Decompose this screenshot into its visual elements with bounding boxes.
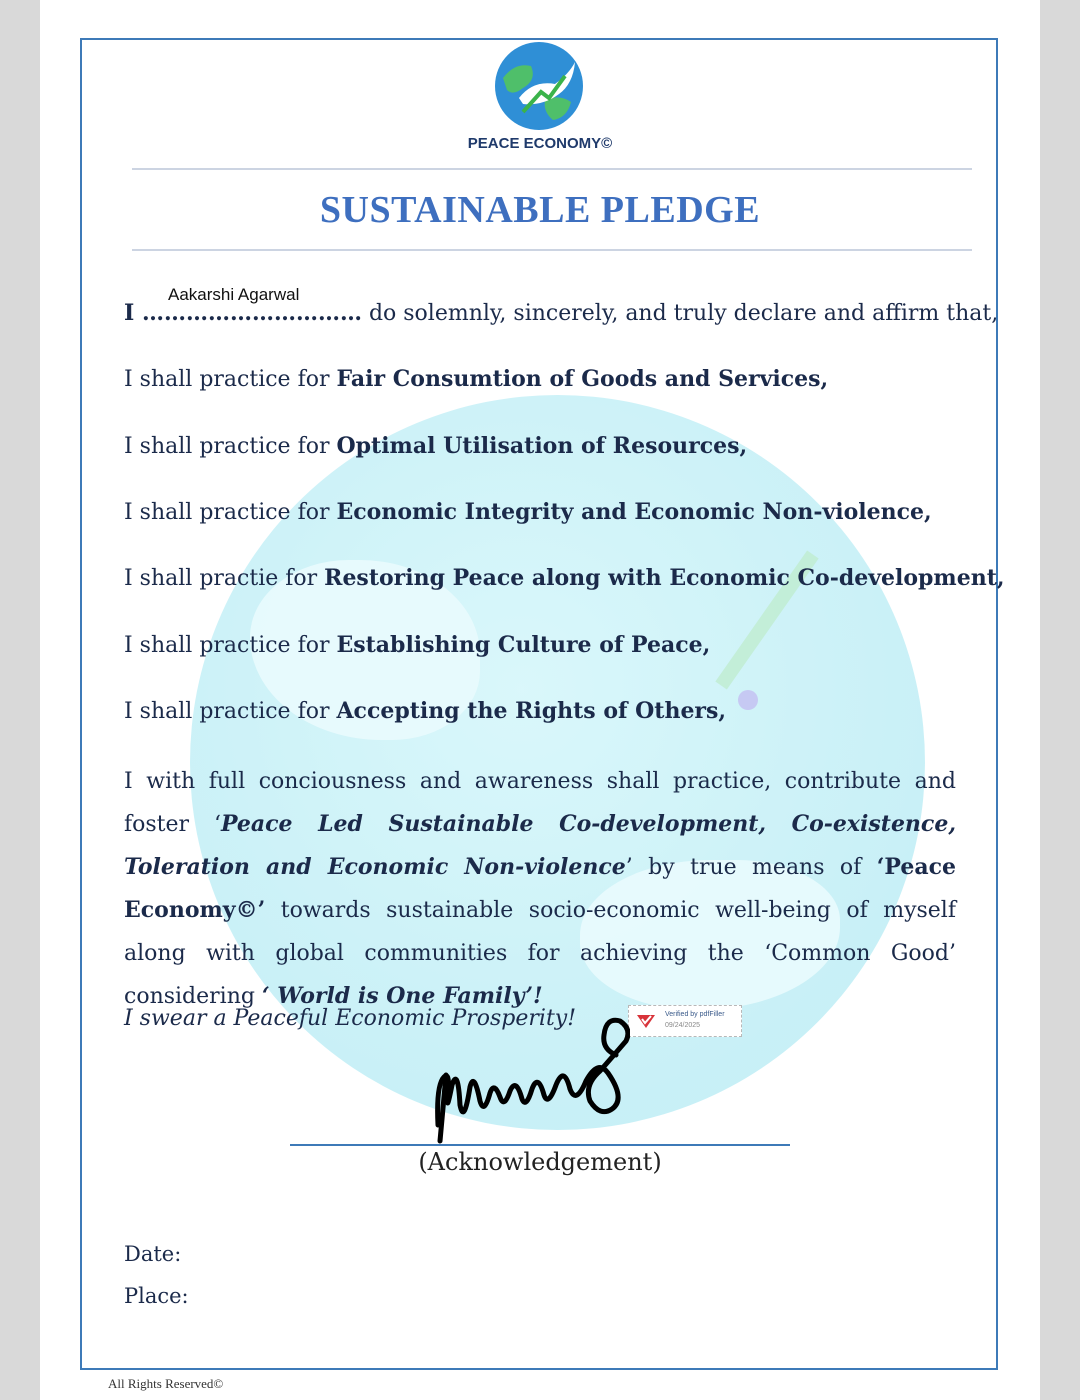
pdffiller-verified-badge (628, 1005, 742, 1037)
paragraph-emphasis: Peace Led Sustainable Co-development, Co-existence, Toleration and Economic Non-violence (124, 811, 956, 880)
page-title: SUSTAINABLE PLEDGE (319, 189, 761, 231)
badge-date: 09/24/2025 (665, 1022, 701, 1029)
acknowledgement-label: (Acknowledgement) (418, 1148, 662, 1176)
pledge-text: Fair Consumtion of Goods and Services, (336, 366, 829, 392)
declaration-dots: ………………………… (141, 300, 362, 326)
pledge-line (124, 499, 974, 525)
paragraph-emphasis: ‘ World is One Family’! (261, 983, 543, 1009)
badge-label: Verified by pdfFiller (665, 1011, 725, 1018)
declaration-line (124, 300, 999, 326)
paragraph-text: ’ by true means of (625, 855, 877, 880)
peace-globe-logo-icon (493, 40, 585, 132)
pledge-text: Optimal Utilisation of Resources, (336, 433, 748, 459)
place-label: Place: (124, 1284, 189, 1308)
pledge-lead: I shall practice for (124, 434, 337, 459)
pledge-line (124, 565, 1005, 591)
pledge-line (124, 366, 974, 392)
pledge-lead: I shall practice for (124, 633, 337, 658)
date-label: Date: (124, 1242, 182, 1266)
pledge-lead: I shall practice for (124, 699, 337, 724)
pledge-lead: I shall practie for (124, 566, 325, 591)
pledge-text: Economic Integrity and Economic Non-violence, (336, 499, 932, 525)
commitment-paragraph (124, 760, 956, 1018)
pledge-line (124, 632, 974, 658)
handwritten-signature (430, 1015, 630, 1145)
declaration-prefix: I (124, 300, 142, 326)
brand-name: PEACE ECONOMY© (467, 135, 613, 152)
pledge-line (124, 433, 974, 459)
signature-line (290, 1144, 790, 1146)
document-page (40, 0, 1040, 1400)
pledge-text: Establishing Culture of Peace, (336, 632, 711, 658)
rights-notice: All Rights Reserved© (108, 1376, 224, 1391)
pledge-line (124, 698, 974, 724)
swear-line: I swear a Peaceful Economic Prosperity! (124, 1006, 577, 1031)
header-divider (132, 168, 972, 170)
pledge-text: Restoring Peace along with Economic Co-development, (324, 565, 1005, 591)
pledge-lead: I shall practice for (124, 500, 337, 525)
paragraph-text: towards sustainable socio-economic well-being of myself along with global communities for achieving the ‘Common Good’ considering (124, 898, 956, 1009)
declaration-suffix: do solemnly, sincerely, and truly declare and affirm that, (361, 301, 999, 326)
paragraph-text: I with full conciousness and awareness shall practice, contribute and foster ‘ (124, 769, 956, 837)
pledge-lead: I shall practice for (124, 367, 337, 392)
pdffiller-check-icon (636, 1013, 656, 1029)
pledge-text: Accepting the Rights of Others, (336, 698, 727, 724)
header-divider (132, 249, 972, 251)
paragraph-emphasis: ‘Peace Economy©’ (124, 854, 956, 923)
declarant-name: Aakarshi Agarwal (168, 285, 300, 304)
